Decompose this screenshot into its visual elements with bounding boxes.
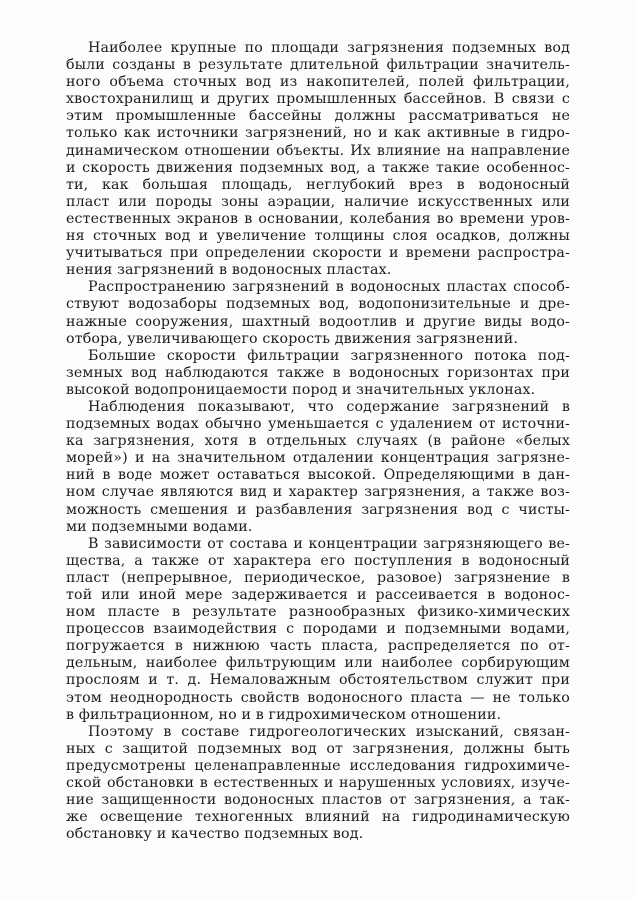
text-line: только как источники загрязнений, но и как активные в гидро- bbox=[66, 125, 570, 142]
text-line: ня сточных вод и увеличение толщины слоя осадков, должны bbox=[66, 228, 570, 245]
text-line: подземных водах обычно уменьшается с удалением от источни- bbox=[66, 416, 570, 433]
text-line: щества, а также от характера его поступления в водоносный bbox=[66, 552, 570, 569]
text-line: и скорость движения подземных вод, а также такие особеннос- bbox=[66, 159, 570, 176]
text-line: же освещение техногенных влияний на гидродинамическую bbox=[66, 809, 570, 826]
text-line: Поэтому в составе гидрогеологических изысканий, связан- bbox=[88, 723, 570, 740]
text-line: ствуют водозаборы подземных вод, водопонизительные и дре- bbox=[66, 296, 570, 313]
text-line: Наблюдения показывают, что содержание загрязнений в bbox=[88, 398, 570, 415]
text-line: ном случае являются вид и характер загрязнения, а также воз- bbox=[66, 484, 570, 501]
paragraph bbox=[66, 40, 570, 279]
text-line: высокой водопроницаемости пород и значительных уклонах. bbox=[66, 381, 536, 398]
text-line: ных с защитой подземных вод от загрязнения, должны быть bbox=[66, 740, 570, 757]
paragraph bbox=[66, 279, 570, 347]
text-line: прослоям и т. д. Немаловажным обстоятельством служит при bbox=[66, 672, 570, 689]
text-line: Распространению загрязнений в водоносных пластах способ- bbox=[88, 279, 570, 296]
text-line: в фильтрационном, но и в гидрохимическом отношении. bbox=[66, 706, 502, 723]
text-line: динамическом отношении объекты. Их влияние на направление bbox=[66, 142, 570, 159]
text-line: предусмотрены целенаправленные исследования гидрохимиче- bbox=[66, 757, 570, 774]
text-line: той или иной мере задерживается и рассеивается в водонос- bbox=[66, 587, 570, 603]
text-line: пласт (непрерывное, периодическое, разовое) загрязнение в bbox=[66, 569, 570, 586]
text-line: ми подземными водами. bbox=[66, 518, 253, 535]
text-line: Наиболее крупные по площади загрязнения подземных вод bbox=[88, 40, 570, 56]
text-line: Большие скорости фильтрации загрязненного потока под- bbox=[88, 347, 570, 364]
text-line: ти, как большая площадь, неглубокий врез в водоносный bbox=[66, 176, 570, 193]
text-line: дельным, наиболее фильтрующим или наиболее сорбирующим bbox=[66, 655, 570, 672]
text-line: процессов взаимодействия с породами и подземными водами, bbox=[66, 621, 570, 638]
text-line: пласт или породы зоны аэрации, наличие искусственных или bbox=[66, 193, 570, 210]
body-text bbox=[66, 40, 570, 843]
paragraph bbox=[66, 724, 570, 844]
text-line: ской обстановки в естественных и нарушенных условиях, изуче- bbox=[66, 775, 570, 792]
text-line: ка загрязнения, хотя в отдельных случаях (в районе «белых bbox=[66, 433, 570, 450]
text-line: хвостохранилищ и других промышленных бассейнов. В связи с bbox=[66, 91, 570, 108]
text-line: обстановку и качество подземных вод. bbox=[66, 826, 364, 843]
text-line: погружается в нижнюю часть пласта, распределяется по от- bbox=[66, 638, 570, 655]
text-line: учитываться при определении скорости и времени распростра- bbox=[66, 245, 570, 262]
text-line: нения загрязнений в водоносных пластах. bbox=[66, 262, 392, 279]
text-line: земных вод наблюдаются также в водоносных горизонтах при bbox=[66, 364, 570, 381]
text-line: этим промышленные бассейны должны рассматриваться не bbox=[66, 108, 570, 125]
text-line: ний в воде может оставаться высокой. Определяющими в дан- bbox=[66, 467, 570, 484]
text-line: ном пласте в результате разнообразных физико-химических bbox=[66, 604, 570, 621]
paragraph bbox=[66, 399, 570, 536]
text-line: отбора, увеличивающего скорость движения загрязнений. bbox=[66, 330, 519, 347]
paragraph bbox=[66, 536, 570, 724]
paragraph bbox=[66, 348, 570, 399]
text-line: можность смешения и разбавления загрязнения вод с чисты- bbox=[66, 501, 570, 518]
text-line: морей») и на значительном отдалении концентрация загрязне- bbox=[66, 450, 570, 467]
text-line: этом неоднородность свойств водоносного пласта — не только bbox=[66, 689, 570, 706]
text-line: естественных экранов в основании, колебания во времени уров- bbox=[66, 210, 570, 227]
text-line: были созданы в результате длительной фильтрации значитель- bbox=[66, 57, 570, 74]
text-line: ние защищенности водоносных пластов от загрязнения, а так- bbox=[66, 792, 570, 809]
text-line: В зависимости от состава и концентрации загрязняющего ве- bbox=[88, 535, 570, 552]
text-line: нажные сооружения, шахтный водоотлив и другие виды водо- bbox=[66, 313, 570, 330]
text-line: ного объема сточных вод из накопителей, полей фильтрации, bbox=[66, 74, 570, 91]
